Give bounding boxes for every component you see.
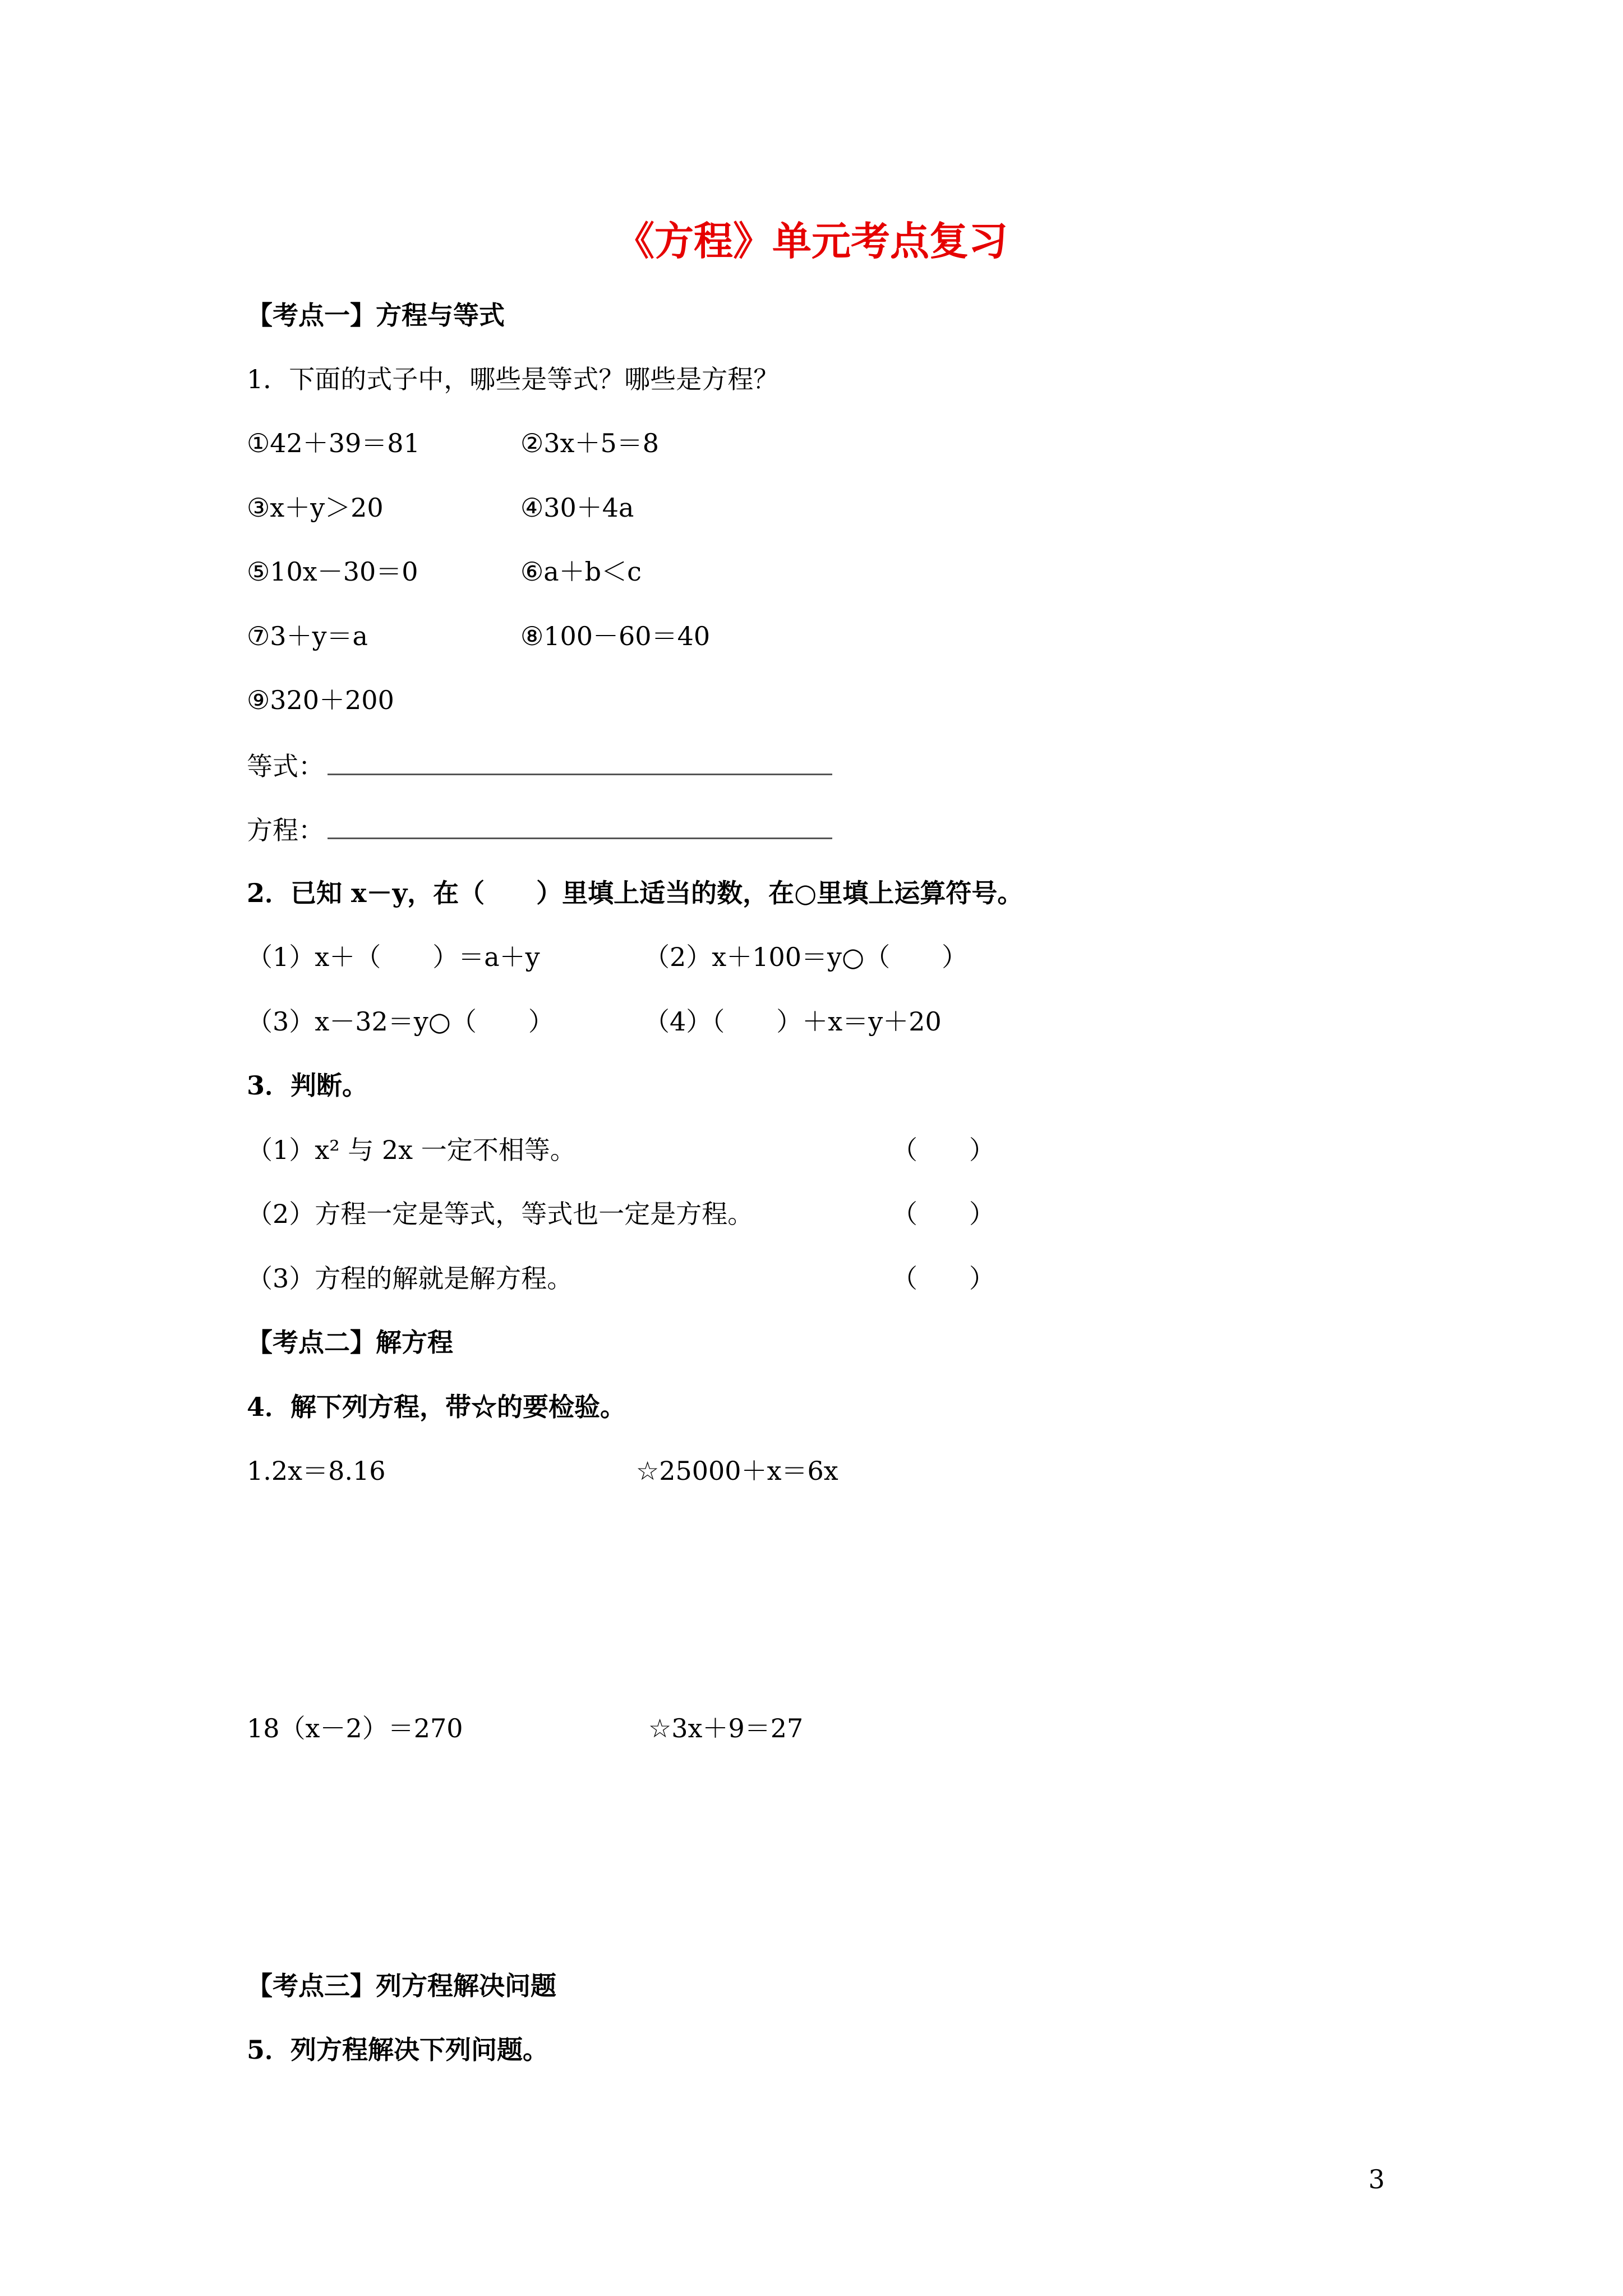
equation-label: 方程：: [247, 815, 324, 845]
equation-item: ☆25000＋x＝6x: [636, 1456, 838, 1486]
judgment-item: （1）x² 与 2x 一定不相等。: [247, 1135, 576, 1165]
judgment-item: （3）方程的解就是解方程。: [247, 1263, 573, 1294]
judgment-answer[interactable]: （ ）: [892, 1135, 995, 1165]
expression-item: ⑦3＋y＝a: [247, 621, 368, 651]
expression-item: ⑥a＋b＜c: [520, 556, 642, 587]
equation-item: 1.2x＝8.16: [247, 1456, 386, 1486]
question-5-prompt: 5．列方程解决下列问题。: [247, 2035, 549, 2065]
expression-item: ①42＋39＝81: [247, 428, 420, 458]
equality-label: 等式：: [247, 751, 324, 781]
equality-answer-blank[interactable]: [328, 748, 832, 775]
fill-in-item: （1）x＋（ ）＝a＋y: [247, 942, 540, 972]
equality-answer-row: [247, 748, 832, 783]
equation-answer-blank[interactable]: [328, 812, 832, 839]
page-number: 3: [1368, 2164, 1385, 2194]
section-heading-1: 【考点一】方程与等式: [247, 300, 505, 330]
judgment-item: （2）方程一定是等式，等式也一定是方程。: [247, 1199, 754, 1229]
question-1-prompt: 1．下面的式子中，哪些是等式？哪些是方程？: [247, 364, 780, 394]
page-title: 《方程》单元考点复习: [615, 218, 1008, 264]
expression-item: ④30＋4a: [520, 493, 634, 523]
section-heading-3: 【考点三】列方程解决问题: [247, 1971, 556, 2001]
judgment-answer[interactable]: （ ）: [892, 1199, 995, 1229]
question-4-prompt: 4．解下列方程，带☆的要检验。: [247, 1392, 626, 1422]
expression-item: ⑧100－60＝40: [520, 621, 711, 651]
equation-item: ☆3x＋9＝27: [648, 1713, 804, 1743]
fill-in-item: （2）x＋100＝y○（ ）: [644, 942, 968, 972]
expression-item: ②3x＋5＝8: [520, 428, 659, 458]
question-2-prompt: 2．已知 x－y，在（ ）里填上适当的数，在○里填上运算符号。: [247, 878, 1023, 908]
section-heading-2: 【考点二】解方程: [247, 1327, 453, 1358]
fill-in-item: （4）（ ）＋x＝y＋20: [644, 1006, 942, 1037]
equation-item: 18（x－2）＝270: [247, 1713, 463, 1743]
equation-answer-row: [247, 812, 832, 847]
judgment-answer[interactable]: （ ）: [892, 1263, 995, 1294]
expression-item: ⑤10x－30＝0: [247, 556, 418, 587]
fill-in-item: （3）x－32＝y○（ ）: [247, 1006, 554, 1037]
expression-item: ③x＋y＞20: [247, 493, 384, 523]
question-3-prompt: 3．判断。: [247, 1070, 368, 1101]
expression-item: ⑨320＋200: [247, 685, 394, 715]
